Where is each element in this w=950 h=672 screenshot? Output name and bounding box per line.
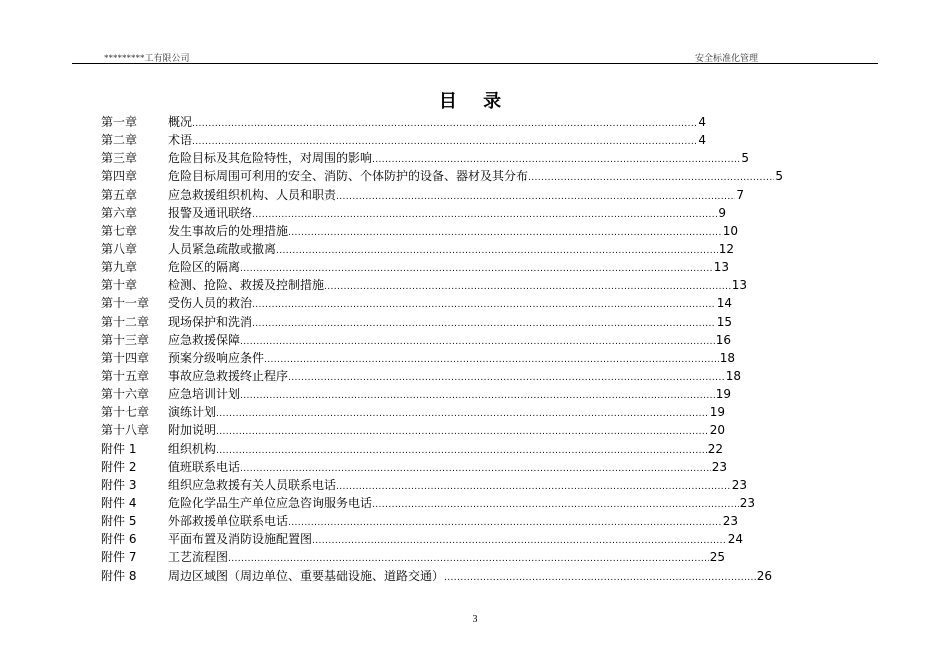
toc-entry[interactable] bbox=[101, 167, 801, 185]
toc-entry-body bbox=[168, 222, 738, 242]
toc-entry-body bbox=[168, 385, 731, 405]
toc-entry-chapter: 第十二章 bbox=[101, 314, 150, 329]
toc-entry-body bbox=[168, 131, 706, 151]
toc-entry-page: 9 bbox=[718, 205, 726, 220]
toc-entry-page: 5 bbox=[741, 151, 749, 166]
toc-entry-title: 术语 bbox=[168, 133, 193, 148]
toc-entry-page: 26 bbox=[756, 568, 772, 583]
toc-entry-chapter: 第四章 bbox=[101, 169, 138, 184]
toc-entry-page: 13 bbox=[713, 260, 729, 275]
toc-entry-body bbox=[168, 276, 747, 296]
toc-entry[interactable] bbox=[101, 367, 801, 385]
toc-entry-chapter: 第八章 bbox=[101, 241, 138, 256]
toc-entry[interactable] bbox=[101, 204, 801, 222]
header-company: *********工有限公司 bbox=[104, 53, 190, 63]
toc-entry-body bbox=[168, 313, 732, 333]
toc-entry-title: 外部救援单位联系电话 bbox=[168, 514, 289, 529]
toc-entry-chapter: 第六章 bbox=[101, 205, 138, 220]
toc-entry-title: 应急救援组织机构、人员和职责 bbox=[168, 187, 337, 202]
toc-entry-chapter: 附件 3 bbox=[101, 477, 137, 492]
toc-entry[interactable] bbox=[101, 458, 801, 476]
toc-entry-body bbox=[168, 548, 725, 568]
toc-entry-page: 10 bbox=[722, 223, 738, 238]
toc-entry-page: 5 bbox=[775, 169, 783, 184]
toc-entry[interactable] bbox=[101, 440, 801, 458]
toc-entry[interactable] bbox=[101, 385, 801, 403]
toc-entry-chapter: 附件 8 bbox=[101, 568, 137, 583]
toc-entry-chapter: 第三章 bbox=[101, 151, 138, 166]
toc-entry[interactable] bbox=[101, 240, 801, 258]
toc-entry-page: 19 bbox=[715, 387, 731, 402]
toc-entry[interactable] bbox=[101, 294, 801, 312]
toc-entry-title: 危险区的隔离 bbox=[168, 260, 241, 275]
toc-entry-chapter: 第一章 bbox=[101, 115, 138, 129]
toc-entry-title: 平面布置及消防设施配置图 bbox=[168, 532, 313, 547]
toc-entry-title: 工艺流程图 bbox=[168, 550, 229, 565]
toc-entry-chapter: 附件 6 bbox=[101, 532, 137, 547]
toc-entry-chapter: 第五章 bbox=[101, 187, 138, 202]
toc-entry-page: 4 bbox=[698, 133, 706, 148]
toc-entry[interactable] bbox=[101, 331, 801, 349]
toc-entry-body bbox=[168, 149, 749, 169]
toc-entry-title: 附加说明 bbox=[168, 423, 217, 438]
toc-entry-title: 应急培训计划 bbox=[168, 387, 241, 402]
toc-entry-body bbox=[168, 440, 723, 460]
toc-entry-title: 现场保护和洗消 bbox=[168, 314, 253, 329]
toc-entry-title: 检测、抢险、救援及控制措施 bbox=[168, 278, 325, 293]
toc-entry-body bbox=[168, 349, 735, 369]
toc-entry-title: 发生事故后的处理措施 bbox=[168, 223, 289, 238]
toc-entry-body bbox=[168, 367, 741, 387]
toc-entry-title: 周边区域图（周边单位、重要基础设施、道路交通） bbox=[168, 568, 445, 583]
toc-entry-chapter: 第九章 bbox=[101, 260, 138, 275]
toc-entry-body bbox=[168, 294, 732, 314]
toc-entry-body bbox=[168, 331, 731, 351]
toc-entry-page: 15 bbox=[716, 314, 732, 329]
toc-entry-title: 值班联系电话 bbox=[168, 459, 241, 474]
toc-entry-title: 组织应急救援有关人员联系电话 bbox=[168, 477, 337, 492]
toc-entry-chapter: 第十六章 bbox=[101, 387, 150, 402]
toc-entry-chapter: 第十五章 bbox=[101, 368, 150, 383]
toc-entry[interactable] bbox=[101, 313, 801, 331]
toc-entry-page: 20 bbox=[709, 423, 725, 438]
toc-entry-title: 应急救援保障 bbox=[168, 332, 241, 347]
toc-entry-page: 24 bbox=[727, 532, 743, 547]
toc-entry-body bbox=[168, 458, 727, 478]
toc-entry-chapter: 第十一章 bbox=[101, 296, 150, 311]
toc-entry-body bbox=[168, 403, 725, 423]
toc-entry-page: 18 bbox=[725, 368, 741, 383]
toc-entry-title: 概况 bbox=[168, 115, 193, 129]
toc-entry[interactable] bbox=[101, 494, 801, 512]
toc-entry-chapter: 附件 7 bbox=[101, 550, 137, 565]
toc-entry-body bbox=[168, 186, 744, 206]
toc-entry-body bbox=[168, 567, 772, 587]
toc-entry[interactable] bbox=[101, 421, 801, 439]
toc-entry-page: 13 bbox=[731, 278, 747, 293]
toc-entry-page: 25 bbox=[709, 550, 725, 565]
toc-entry-page: 14 bbox=[716, 296, 732, 311]
toc-entry[interactable] bbox=[101, 530, 801, 548]
toc-entry[interactable] bbox=[101, 403, 801, 421]
toc-entry-body bbox=[168, 421, 725, 441]
toc-entry-page: 7 bbox=[736, 187, 744, 202]
toc-entry[interactable] bbox=[101, 186, 801, 204]
toc-entry-body bbox=[168, 240, 734, 260]
toc-entry-title: 人员紧急疏散或撤离 bbox=[168, 241, 277, 256]
toc-entry[interactable] bbox=[101, 222, 801, 240]
toc-entry-body bbox=[168, 476, 747, 496]
toc-entry-title: 事故应急救援终止程序 bbox=[168, 368, 289, 383]
toc-entry[interactable] bbox=[101, 276, 801, 294]
toc-entry[interactable] bbox=[101, 131, 801, 149]
toc-entry[interactable] bbox=[101, 149, 801, 167]
toc-entry[interactable] bbox=[101, 113, 801, 131]
toc-entry-title: 受伤人员的救治 bbox=[168, 296, 253, 311]
toc-entry-page: 4 bbox=[698, 115, 706, 129]
toc-entry-leader-dots bbox=[444, 569, 756, 587]
toc-entry-title: 危险目标及其危险特性，对周围的影响 bbox=[168, 151, 373, 166]
toc-entry-title: 危险化学品生产单位应急咨询服务电话 bbox=[168, 495, 373, 510]
table-of-contents bbox=[101, 113, 801, 585]
toc-title: 目 录 bbox=[438, 91, 512, 112]
page-header bbox=[72, 47, 878, 64]
toc-entry[interactable] bbox=[101, 476, 801, 494]
toc-entry-chapter: 附件 1 bbox=[101, 441, 137, 456]
toc-entry-body bbox=[168, 530, 743, 550]
toc-entry-title: 组织机构 bbox=[168, 441, 217, 456]
header-section: 安全标准化管理 bbox=[694, 53, 758, 63]
toc-entry-page: 22 bbox=[707, 441, 723, 456]
toc-entry-chapter: 附件 4 bbox=[101, 495, 137, 510]
toc-entry-body bbox=[168, 167, 783, 187]
toc-entry-chapter: 附件 5 bbox=[101, 514, 137, 529]
toc-entry-chapter: 第七章 bbox=[101, 223, 138, 238]
toc-entry[interactable] bbox=[101, 349, 801, 367]
toc-entry[interactable] bbox=[101, 258, 801, 276]
toc-entry-page: 18 bbox=[719, 350, 735, 365]
toc-entry[interactable] bbox=[101, 512, 801, 530]
toc-entry-title: 预案分级响应条件 bbox=[168, 350, 265, 365]
toc-entry-title: 危险目标周围可利用的安全、消防、个体防护的设备、器材及其分布 bbox=[168, 169, 529, 184]
toc-entry-chapter: 第十章 bbox=[101, 278, 138, 293]
toc-entry-body bbox=[168, 512, 738, 532]
toc-entry-chapter: 第二章 bbox=[101, 133, 138, 148]
toc-entry[interactable] bbox=[101, 548, 801, 566]
toc-entry-body bbox=[168, 494, 755, 514]
toc-entry-chapter: 第十三章 bbox=[101, 332, 150, 347]
toc-entry-page: 23 bbox=[731, 477, 747, 492]
toc-entry-body bbox=[168, 204, 726, 224]
toc-entry-page: 12 bbox=[718, 241, 734, 256]
toc-entry-chapter: 第十四章 bbox=[101, 350, 150, 365]
toc-entry-chapter: 第十八章 bbox=[101, 423, 150, 438]
toc-entry-page: 23 bbox=[711, 459, 727, 474]
toc-entry-chapter: 附件 2 bbox=[101, 459, 137, 474]
toc-entry-page: 23 bbox=[739, 495, 755, 510]
toc-entry-page: 16 bbox=[715, 332, 731, 347]
toc-entry-page: 19 bbox=[709, 405, 725, 420]
toc-entry-title: 报警及通讯联络 bbox=[168, 205, 253, 220]
toc-entry-title: 演练计划 bbox=[168, 405, 217, 420]
toc-entry[interactable] bbox=[101, 567, 801, 585]
toc-entry-chapter: 第十七章 bbox=[101, 405, 150, 420]
toc-entry-body bbox=[168, 258, 729, 278]
toc-entry-body bbox=[168, 113, 706, 133]
page-number: 3 bbox=[472, 614, 478, 625]
toc-entry-page: 23 bbox=[722, 514, 738, 529]
